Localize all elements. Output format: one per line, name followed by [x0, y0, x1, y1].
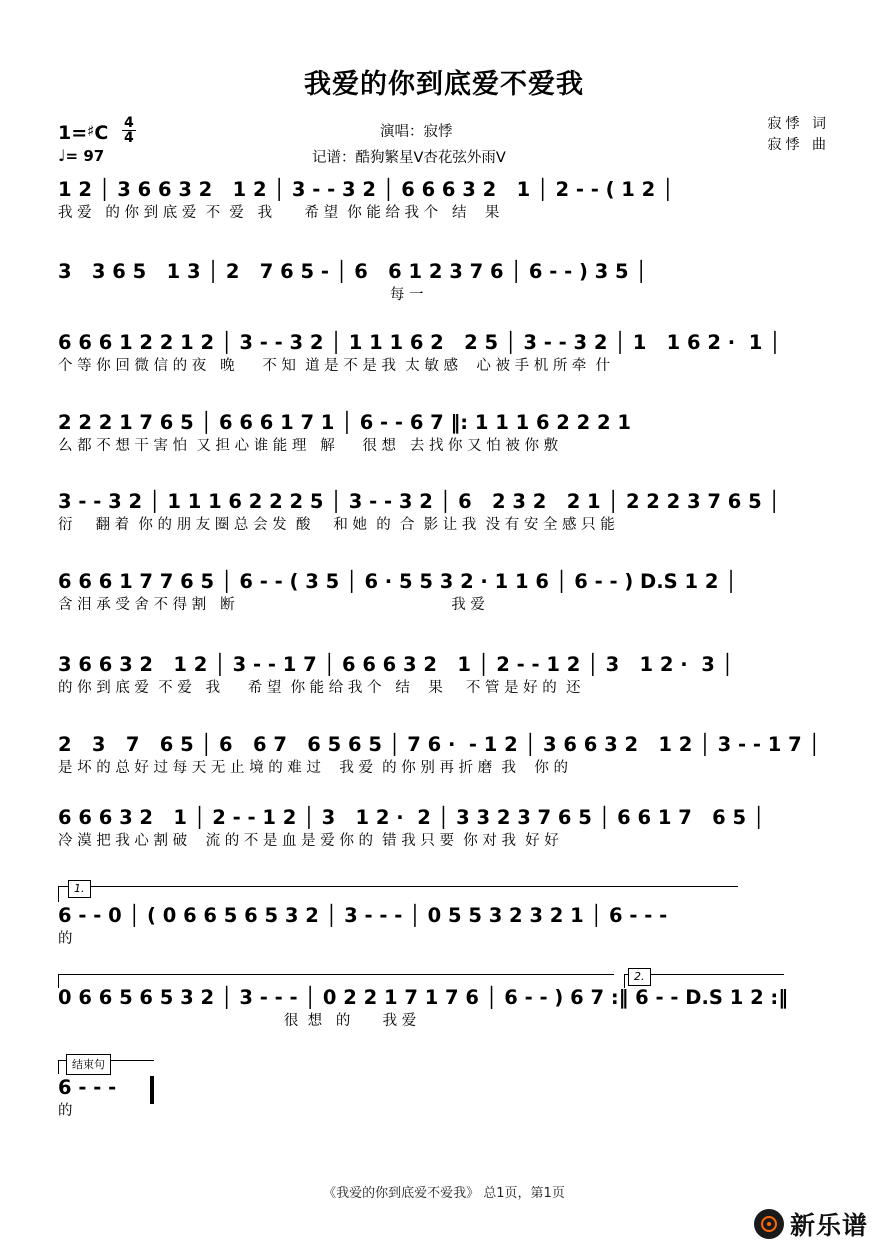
key-signature [58, 116, 136, 145]
composer-credit: 寂悸 曲 [767, 137, 830, 153]
page-footer: 《我爱的你到底爱不爱我》 总1页，第1页 [323, 1186, 565, 1201]
brand-name: 新乐谱 [789, 1211, 868, 1240]
watermark-brand [754, 1206, 868, 1242]
music-system-12 [58, 1078, 834, 1124]
notation-line: 0 6 6 5 6 5 3 2 │ 3 - - - │ 0 2 2 1 7 1 7 6 │ 6 - - ) 6 7 :‖ 6 - - D.S 1 2 :‖ [58, 986, 788, 1009]
lyric-line: 很 想 的 我 爱 [58, 1013, 417, 1029]
lyricist-credit: 寂悸 词 [767, 116, 830, 132]
notation-line: 2 2 2 1 7 6 5 │ 6 6 6 1 7 1 │ 6 - - 6 7 ‖: 1 1 1 6 2 2 2 1 [58, 411, 631, 434]
lyric-line: 是 坏 的 总 好 过 每 天 无 止 境 的 难 过 我 爱 的 你 别 再 折 磨 我 你 的 [58, 760, 568, 776]
tempo-value: = 97 [65, 147, 105, 165]
music-system-5 [58, 492, 834, 538]
music-system-10 [58, 906, 834, 952]
time-signature-numerator: 4 [123, 115, 134, 131]
lyric-line: 的 你 到 底 爱 不 爱 我 希 望 你 能 给 我 个 结 果 不 管 是 好 的 还 [58, 680, 581, 696]
page-title: 我爱的你到底爱不爱我 [304, 69, 584, 100]
notation-line: 3 6 6 3 2 1 2 │ 3 - - 1 7 │ 6 6 6 3 2 1 │ 2 - - 1 2 │ 3 1 2 · 3 │ [58, 653, 734, 676]
lyric-line: 的 [58, 931, 73, 947]
volta-2-label: 2. [628, 968, 651, 986]
music-system-6 [58, 572, 834, 618]
transcriber-credit: 记谱：酷狗繁星V杏花弦外雨V [312, 150, 506, 166]
volta-1-continuation-line [58, 974, 614, 975]
music-system-4 [58, 413, 834, 459]
notation-line: 3 3 6 5 1 3 │ 2 7 6 5 - │ 6 6 1 2 3 7 6 │ 6 - - ) 3 5 │ [58, 260, 648, 283]
lyric-line: 我 爱 的 你 到 底 爱 不 爱 我 希 望 你 能 给 我 个 结 果 [58, 205, 500, 221]
ending-bracket-tick [58, 1060, 59, 1074]
lyric-line: 每 一 [58, 287, 424, 303]
notation-line: 6 - - - [58, 1076, 117, 1099]
notation-line: 3 - - 3 2 │ 1 1 1 6 2 2 2 5 │ 3 - - 3 2 │ 6 2 3 2 2 1 │ 2 2 2 3 7 6 5 │ [58, 490, 781, 513]
lyric-line: 冷 漠 把 我 心 割 破 流 的 不 是 血 是 爱 你 的 错 我 只 要 你 对 我 好 好 [58, 833, 559, 849]
notation-line: 6 6 6 1 2 2 1 2 │ 3 - - 3 2 │ 1 1 1 6 2 2 5 │ 3 - - 3 2 │ 1 1 6 2 · 1 │ [58, 331, 781, 354]
notation-line: 6 - - 0 │ ( 0 6 6 5 6 5 3 2 │ 3 - - - │ 0 5 5 3 2 3 2 1 │ 6 - - - [58, 904, 668, 927]
time-signature-denominator: 4 [123, 130, 134, 146]
music-system-9 [58, 808, 834, 854]
lyric-line: 含 泪 承 受 舍 不 得 割 断 我 爱 [58, 597, 485, 613]
volta-1-bracket-line [58, 886, 738, 887]
key-accidental: ♯ [87, 122, 95, 140]
quarter-note-icon: ♩ [58, 146, 66, 165]
final-barline [150, 1076, 154, 1104]
music-system-11 [58, 988, 834, 1034]
time-signature [122, 116, 136, 145]
notation-line: 6 6 6 1 7 7 6 5 │ 6 - - ( 3 5 │ 6 · 5 5 3 2 · 1 1 6 │ 6 - - ) D.S 1 2 │ [58, 570, 737, 593]
music-system-7 [58, 655, 834, 701]
volta-1-label: 1. [68, 880, 91, 898]
key-letter: C [94, 122, 109, 144]
notation-line: 1 2 │ 3 6 6 3 2 1 2 │ 3 - - 3 2 │ 6 6 6 3 2 1 │ 2 - - ( 1 2 │ [58, 178, 674, 201]
singer-credit: 演唱：寂悸 [380, 124, 453, 140]
disc-icon [754, 1209, 784, 1239]
lyric-line: 衍 翻 着 你 的 朋 友 圈 总 会 发 酸 和 她 的 合 影 让 我 没 有 安 全 感 只 能 [58, 517, 615, 533]
music-system-3 [58, 333, 834, 379]
ending-label: 结束句 [66, 1054, 111, 1075]
notation-line: 2 3 7 6 5 │ 6 6 7 6 5 6 5 │ 7 6 · - 1 2 │ 3 6 6 3 2 1 2 │ 3 - - 1 7 │ [58, 733, 821, 756]
lyric-line: 个 等 你 回 微 信 的 夜 晚 不 知 道 是 不 是 我 太 敏 感 心 被 手 机 所 牵 什 [58, 358, 611, 374]
volta-1-bracket-tick [58, 886, 59, 902]
lyric-line: 么 都 不 想 干 害 怕 又 担 心 谁 能 理 解 很 想 去 找 你 又 怕 被 你 敷 [58, 438, 559, 454]
music-system-2 [58, 262, 834, 308]
tempo-marking [58, 146, 104, 165]
music-system-1 [58, 180, 834, 226]
music-system-8 [58, 735, 834, 781]
notation-line: 6 6 6 3 2 1 │ 2 - - 1 2 │ 3 1 2 · 2 │ 3 3 2 3 7 6 5 │ 6 6 1 7 6 5 │ [58, 806, 765, 829]
lyric-line: 的 [58, 1103, 73, 1119]
key-signature-prefix: 1= [58, 122, 88, 144]
